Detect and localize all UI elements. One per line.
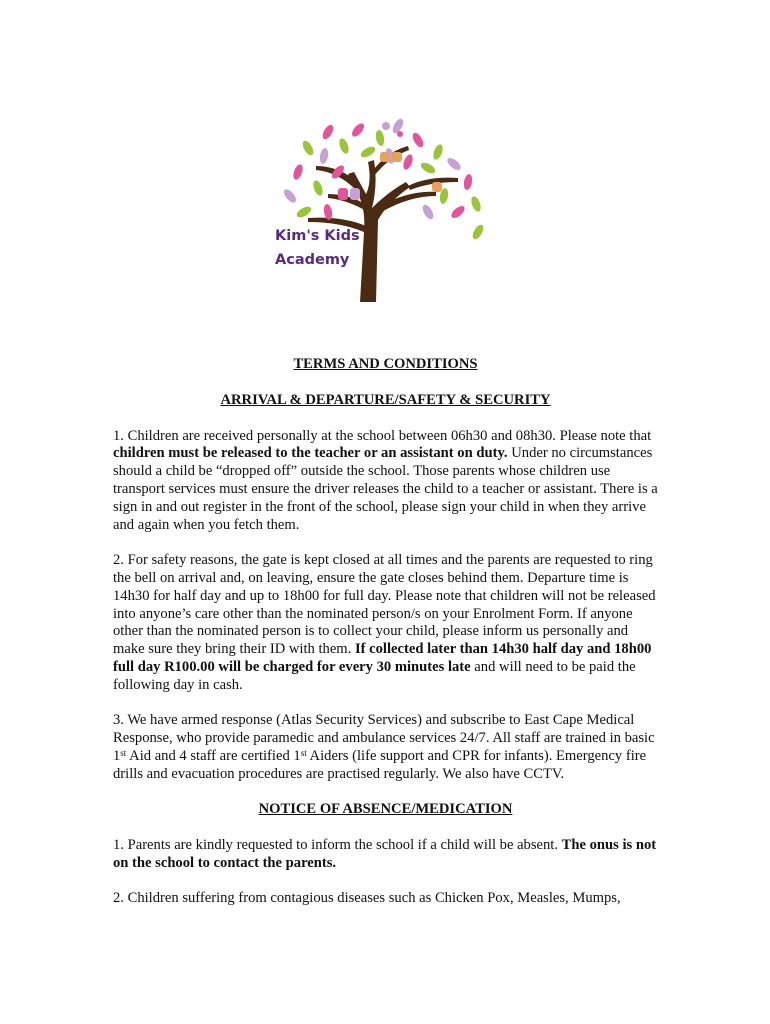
tree-icon <box>268 112 504 312</box>
bold-text: The onus is not on the school to contact the parents. <box>113 836 657 871</box>
terms-document <box>113 356 658 908</box>
logo-line-1: Kim's Kids <box>275 228 360 244</box>
text-run: 2. For safety reasons, the gate is kept closed at all times and the parents are requested to ring the bell on arrival and, on leaving, ensure the gate closes behind them. Departure time is 14h30 for half day and up to 18h00 for full day. Please note that children will not be released into anyone’s care other than the nominated person/s on your Enrolment Form. If anyone other than the nominated person is to collect your child, please inform us personally and make sure they bring their ID with them. <box>113 552 656 658</box>
logo-line-2: Academy <box>275 252 350 268</box>
section-heading-absence: NOTICE OF ABSENCE/MEDICATION <box>258 801 513 818</box>
school-logo <box>268 112 504 312</box>
page-title: TERMS AND CONDITIONS <box>293 356 478 372</box>
bold-text: children must be released to the teacher or an assistant on duty. <box>113 445 508 462</box>
paragraph-absence-2 <box>113 890 658 908</box>
paragraph-absence-1 <box>113 837 658 873</box>
text-run: Aiders (life support and CPR for infants). Emergency fire drills and evacuation procedures are practised regularly. We also have CCTV. <box>113 747 647 782</box>
superscript: st <box>300 747 307 758</box>
logo-wordmark <box>275 224 360 272</box>
paragraph-arrival-2 <box>113 552 658 694</box>
text-run: Under no circumstances should a child be “dropped off” outside the school. Those parents whose children use transport services must ensure the driver releases the child to a teacher or assistant. There is a sign in and out register in the front of the school, please sign your child in when they arrive and again when you fetch them. <box>113 445 658 533</box>
text-run: and will need to be paid the following day in cash. <box>113 658 636 693</box>
section-heading-arrival: ARRIVAL & DEPARTURE/SAFETY & SECURITY <box>220 391 551 408</box>
paragraph-arrival-1 <box>113 428 658 535</box>
text-run: 3. We have armed response (Atlas Security Services) and subscribe to East Cape Medical Response, who provide paramedic and ambulance services 24/7. All staff are trained in basic 1 <box>113 712 655 764</box>
paragraph-arrival-3 <box>113 712 658 783</box>
text-run: 1. Parents are kindly requested to inform the school if a child will be absent. <box>113 836 562 853</box>
text-run: 1. Children are received personally at the school between 06h30 and 08h30. Please note that <box>113 427 652 444</box>
superscript: st <box>120 747 127 758</box>
text-run: Aid and 4 staff are certified 1 <box>126 747 301 764</box>
bold-text: If collected later than 14h30 half day and 18h00 full day R100.00 will be charged for every 30 minutes late <box>113 641 652 675</box>
text-run: 2. Children suffering from contagious diseases such as Chicken Pox, Measles, Mumps, <box>113 890 621 907</box>
